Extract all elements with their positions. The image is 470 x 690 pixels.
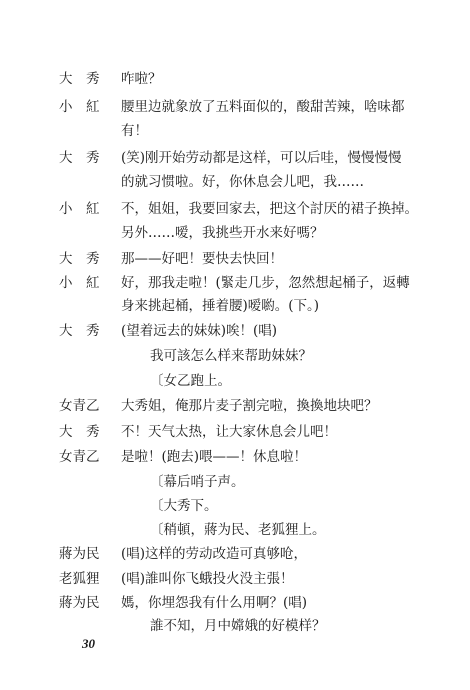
speaker-label: 女青乙 <box>59 398 100 414</box>
dialogue-line: 身来挑起桶，捶着腰)嗳喲。(下。) <box>121 298 320 314</box>
dialogue-line: 不！天气太热，让大家休息会儿吧！ <box>121 424 337 440</box>
speaker-label: 大 秀 <box>59 251 100 267</box>
dialogue-line: 那——好吧！要快去快回！ <box>121 251 283 267</box>
speaker-label: 女青乙 <box>59 449 100 465</box>
stage-direction: 〔大秀下。 <box>150 498 218 514</box>
stage-direction: 〔幕后哨子声。 <box>150 474 245 490</box>
dialogue-line: (笑)刚开始劳动都是这样，可以后哇，慢慢慢慢 <box>121 150 402 166</box>
speaker-label: 大 秀 <box>59 424 100 440</box>
dialogue-line: 另外……嗳，我挑些开水来好嗎？ <box>121 225 324 241</box>
dialogue-line: (唱)这样的劳动改造可真够呛， <box>121 546 308 562</box>
speaker-label: 大 秀 <box>59 150 100 166</box>
dialogue-line: (望着远去的妹妹)唉！(唱) <box>121 323 278 339</box>
dialogue-line: 的就习惯啦。好，你休息会儿吧，我…… <box>121 174 364 190</box>
dialogue-line: 大秀姐，俺那片麦子割完啦，換換地块吧？ <box>121 398 378 414</box>
dialogue-line: 有！ <box>121 123 148 139</box>
stage-direction: 〔稍頓，蔣为民、老狐狸上。 <box>150 522 326 538</box>
speaker-label: 蔣为民 <box>59 595 100 611</box>
dialogue-line: 是啦！(跑去)喂——！休息啦！ <box>121 449 308 465</box>
dialogue-line: 好，那我走啦！(緊走几步，忽然想起桶子，返轉 <box>121 275 410 291</box>
dialogue-line: (唱)誰叫你飞蛾投火没主張！ <box>121 571 294 587</box>
speaker-label: 大 秀 <box>59 71 100 87</box>
page-number: 30 <box>82 636 95 651</box>
stage-direction: 〔女乙跑上。 <box>150 373 231 389</box>
song-line: 我可該怎么样来帮助妹妹？ <box>150 348 312 364</box>
dialogue-line: 腰里边就象放了五料面似的，酸甜苦辣，啥味都 <box>121 99 405 115</box>
speaker-label: 蔣为民 <box>59 546 100 562</box>
dialogue-line: 咋啦？ <box>121 71 162 87</box>
speaker-label: 小 紅 <box>59 201 100 217</box>
song-line: 誰不知，月中嫦娥的好模样？ <box>150 618 326 634</box>
speaker-label: 小 紅 <box>59 275 100 291</box>
dialogue-line: 不，姐姐，我要回家去，把这个討厌的裙子换掉。 <box>121 201 418 217</box>
speaker-label: 小 紅 <box>59 99 100 115</box>
dialogue-line: 媽，你埋怨我有什么用啊？(唱) <box>121 595 308 611</box>
speaker-label: 大 秀 <box>59 323 100 339</box>
speaker-label: 老狐狸 <box>59 571 100 587</box>
